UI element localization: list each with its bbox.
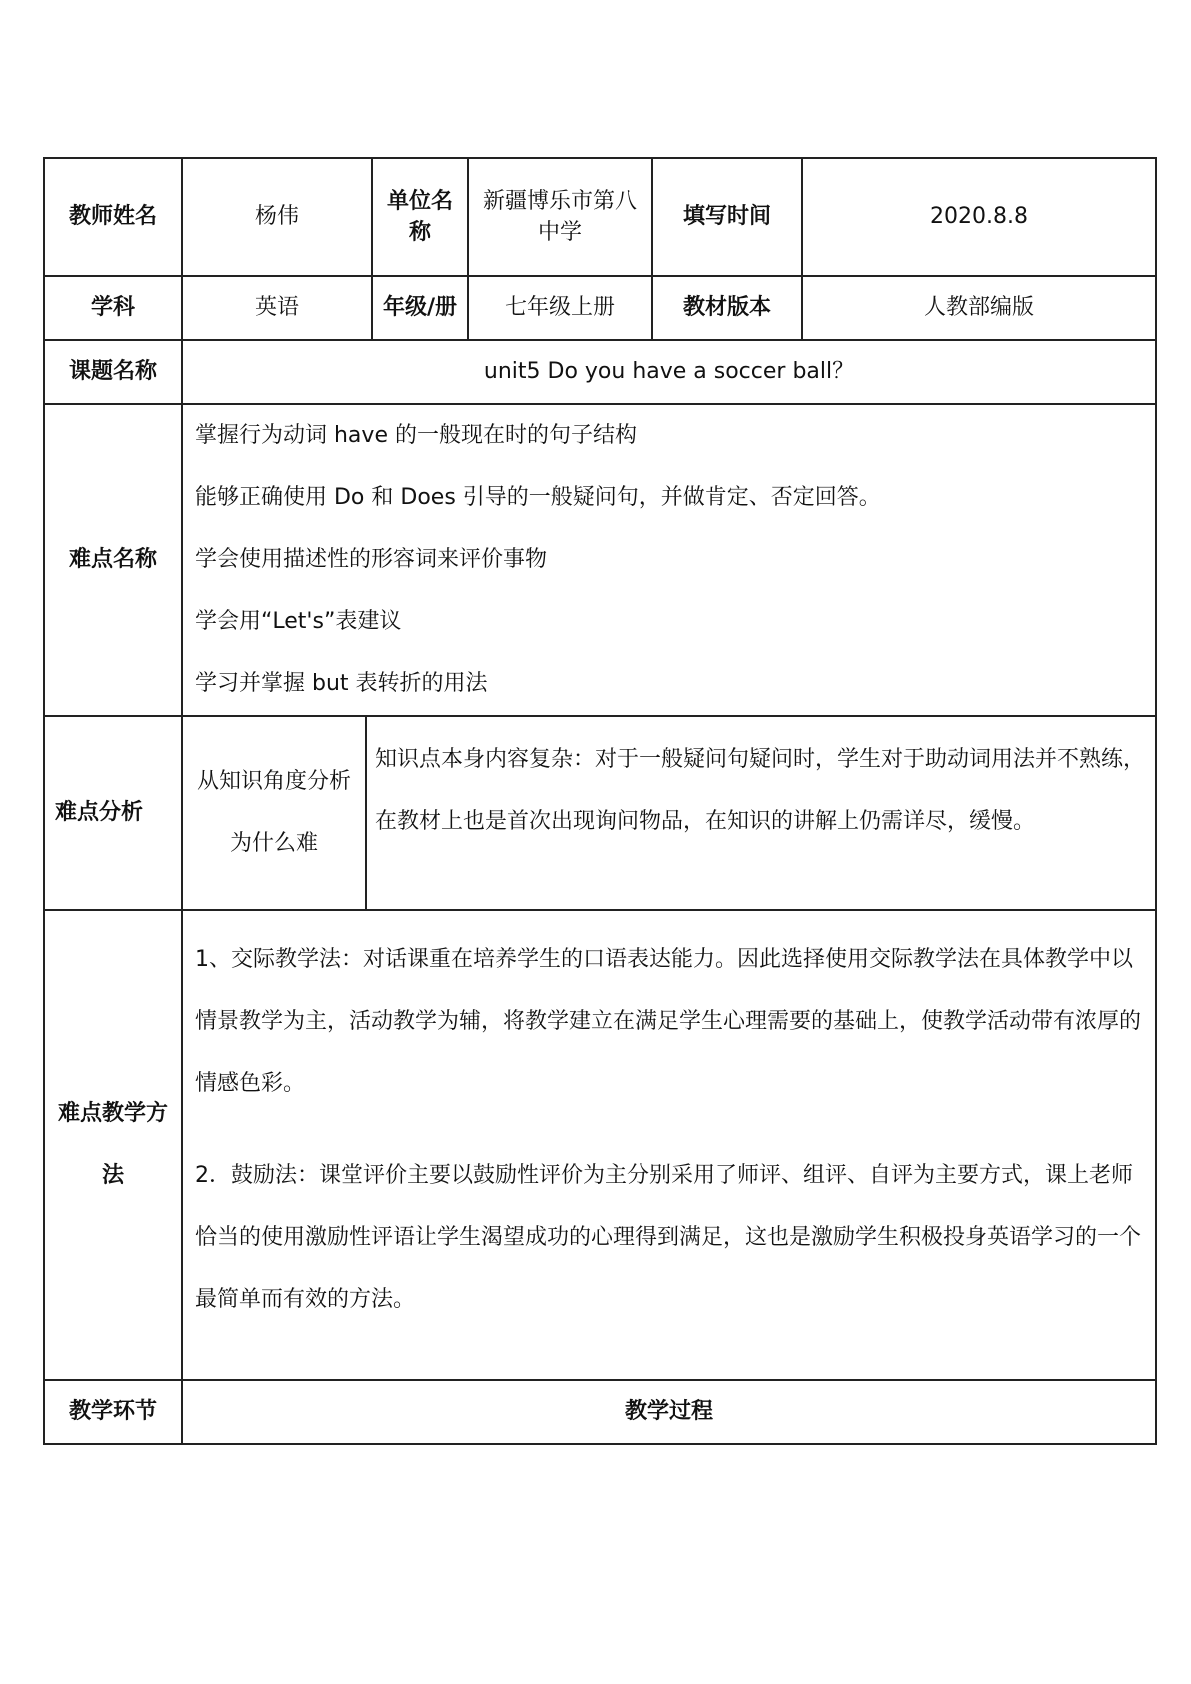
difficulty-item: 学会使用描述性的形容词来评价事物: [195, 547, 548, 572]
topic-label: 课题名称: [44, 340, 182, 404]
difficulty-item: 学会用“Let's”表建议: [195, 609, 402, 634]
subject-value: 英语: [182, 276, 372, 340]
topic-value: unit5 Do you have a soccer ball？: [182, 340, 1156, 404]
difficulty-item: 学习并掌握 but 表转折的用法: [195, 671, 488, 696]
info-row-2: [44, 276, 1156, 340]
fill-date-label: 填写时间: [652, 158, 802, 276]
process-header-row: [44, 1380, 1156, 1444]
method-paragraph: 2．鼓励法：课堂评价主要以鼓励性评价为主分别采用了师评、组评、自评为主要方式，课上老师恰当的使用激励性评语让学生渴望成功的心理得到满足，这也是激励学生积极投身英语学习的一个最简单而有效的方法。: [195, 1163, 1142, 1312]
analysis-text: 知识点本身内容复杂：对于一般疑问句疑问时，学生对于助动词用法并不熟练，在教材上也是首次出现询问物品，在知识的讲解上仍需详尽，缓慢。: [375, 747, 1146, 834]
teaching-process-label: 教学过程: [182, 1380, 1156, 1444]
teaching-stage-label: 教学环节: [44, 1380, 182, 1444]
difficulty-row: [44, 404, 1156, 716]
difficulty-label: 难点名称: [44, 404, 182, 716]
analysis-label: 难点分析: [44, 716, 182, 910]
method-paragraph: 1、交际教学法：对话课重在培养学生的口语表达能力。因此选择使用交际教学法在具体教学中以情景教学为主，活动教学为辅，将教学建立在满足学生心理需要的基础上，使教学活动带有浓厚的情感色彩。: [195, 947, 1142, 1096]
fill-date-value: 2020.8.8: [802, 158, 1156, 276]
subject-label: 学科: [44, 276, 182, 340]
teacher-name-value: 杨伟: [182, 158, 372, 276]
analysis-text-cell: [366, 716, 1156, 910]
analysis-row: [44, 716, 1156, 910]
lesson-plan-table: [43, 157, 1157, 1445]
textbook-edition-value: 人教部编版: [802, 276, 1156, 340]
methods-cell: [182, 910, 1156, 1380]
grade-value: 七年级上册: [468, 276, 652, 340]
teacher-name-label: 教师姓名: [44, 158, 182, 276]
difficulty-item: 掌握行为动词 have 的一般现在时的句子结构: [195, 423, 637, 448]
methods-label: 难点教学方法: [44, 910, 182, 1380]
unit-name-value: 新疆博乐市第八中学: [468, 158, 652, 276]
grade-label: 年级/册: [372, 276, 468, 340]
topic-row: [44, 340, 1156, 404]
difficulty-item: 能够正确使用 Do 和 Does 引导的一般疑问句，并做肯定、否定回答。: [195, 485, 881, 510]
textbook-edition-label: 教材版本: [652, 276, 802, 340]
methods-row: [44, 910, 1156, 1380]
analysis-sub-label: 从知识角度分析为什么难: [182, 716, 366, 910]
info-row-1: [44, 158, 1156, 276]
difficulty-list: [182, 404, 1156, 716]
unit-name-label: 单位名称: [372, 158, 468, 276]
